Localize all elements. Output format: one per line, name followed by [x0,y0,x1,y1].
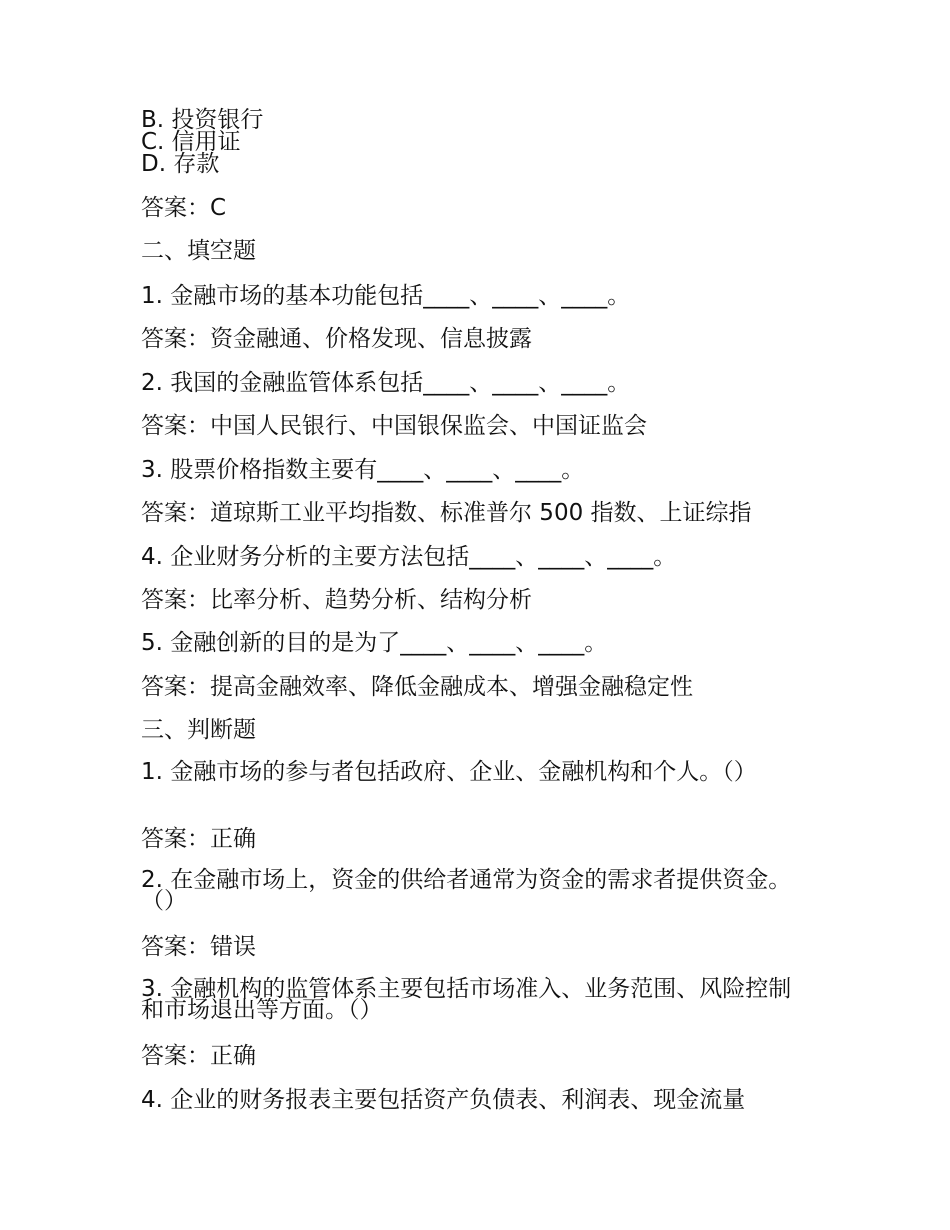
fill-blank-answer-1: 答案：资金融通、价格发现、信息披露 [141,326,532,352]
section-title-judgement: 三、判断题 [141,717,256,743]
option-d: D. 存款 [141,151,220,177]
judgement-question-4: 4. 企业的财务报表主要包括资产负债表、利润表、现金流量 [141,1087,746,1113]
option-c: C. 信用证 [141,129,241,155]
fill-blank-answer-2: 答案：中国人民银行、中国银保监会、中国证监会 [141,413,647,439]
judgement-answer-1: 答案：正确 [141,826,256,852]
fill-blank-answer-5: 答案：提高金融效率、降低金融成本、增强金融稳定性 [141,674,693,700]
judgement-question-1: 1. 金融市场的参与者包括政府、企业、金融机构和个人。（） [141,759,757,785]
answer-line: 答案：C [141,195,227,221]
fill-blank-question-1: 1. 金融市场的基本功能包括____、____、____。 [141,283,631,309]
option-b: B. 投资银行 [141,107,264,133]
section-title-fill-blank: 二、填空题 [141,238,256,264]
fill-blank-question-5: 5. 金融创新的目的是为了____、____、____。 [141,630,608,656]
fill-blank-question-3: 3. 股票价格指数主要有____、____、____。 [141,457,585,483]
fill-blank-question-4: 4. 企业财务分析的主要方法包括____、____、____。 [141,544,677,570]
fill-blank-answer-4: 答案：比率分析、趋势分析、结构分析 [141,587,532,613]
judgement-question-2: 2. 在金融市场上，资金的供给者通常为资金的需求者提供资金。（） [141,867,792,914]
judgement-answer-3: 答案：正确 [141,1043,256,1069]
judgement-answer-2: 答案：错误 [141,934,256,960]
fill-blank-question-2: 2. 我国的金融监管体系包括____、____、____。 [141,370,631,396]
judgement-question-3: 3. 金融机构的监管体系主要包括市场准入、业务范围、风险控制和市场退出等方面。（） [141,976,792,1023]
fill-blank-answer-3: 答案：道琼斯工业平均指数、标准普尔 500 指数、上证综指 [141,500,752,526]
